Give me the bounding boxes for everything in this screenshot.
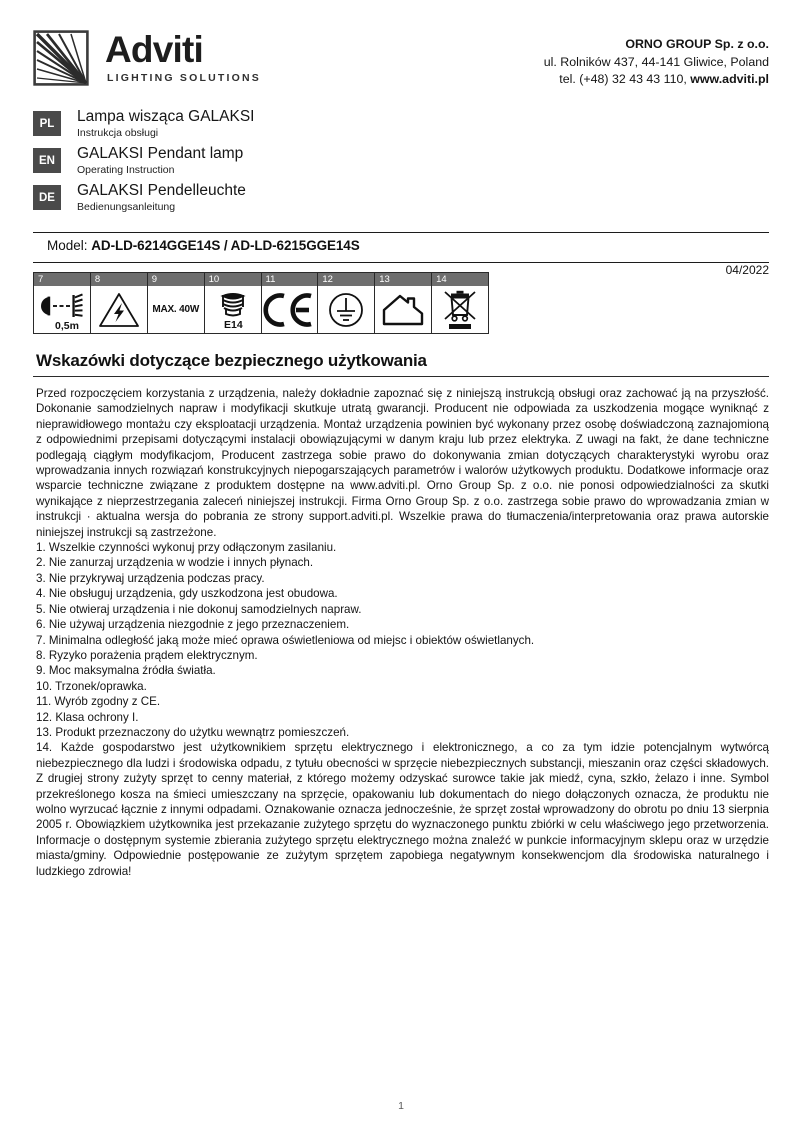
safety-item-11: 11. Wyrób zgodny z CE. xyxy=(36,695,161,709)
brand-name: Adviti xyxy=(105,29,203,70)
lamp-socket-icon xyxy=(211,288,255,332)
safety-item-13: 13. Produkt przeznaczony do użytku wewnątrz pomieszczeń. xyxy=(36,725,350,739)
language-badge-de: DE xyxy=(33,185,61,210)
protection-class-1-icon xyxy=(327,291,365,329)
symbol-table-header-row xyxy=(34,273,488,286)
min-distance-icon xyxy=(36,288,88,332)
symbol-cell-13 xyxy=(375,286,432,333)
symbol-number-11: 11 xyxy=(262,273,319,286)
safety-item-7: 7. Minimalna odległość jaką może mieć oprawa oświetleniowa od miejsc i obiektów oświetlanych. xyxy=(36,633,535,647)
safety-item-3: 3. Nie przykrywaj urządzenia podczas pracy. xyxy=(36,571,265,585)
company-contact-block xyxy=(544,36,769,89)
document-header xyxy=(33,30,769,96)
safety-numbered-list xyxy=(36,540,769,879)
model-rule-top xyxy=(33,232,769,233)
product-title-en: GALAKSI Pendant lamp xyxy=(77,145,244,162)
safety-item-5: 5. Nie otwieraj urządzenia i nie dokonuj samodzielnych napraw. xyxy=(36,602,362,616)
language-title-list xyxy=(33,110,453,221)
model-line xyxy=(47,238,360,253)
language-row-de xyxy=(33,184,453,215)
symbol-legend-table xyxy=(33,272,489,334)
safety-item-9: 9. Moc maksymalna źródła światła. xyxy=(36,664,216,678)
model-rule-bottom xyxy=(33,262,769,263)
company-name: ORNO GROUP Sp. z o.o. xyxy=(625,37,769,51)
model-value: AD-LD-6214GGE14S / AD-LD-6215GGE14S xyxy=(91,238,360,253)
symbol-number-10: 10 xyxy=(205,273,262,286)
safety-item-14: 14. Każde gospodarstwo jest użytkownikiem sprzętu elektrycznego i elektronicznego, a co za tym idzie potencjalnym wytwórcą niebezpiecznego dla ludzi i środowiska odpadu, z tytułu obecności w sprzęcie niebezpiecznych substancji, mieszanin oraz części składowych. Z drugiej strony zużyty sprzęt to cenny materiał, z którego możemy odzyskać surowce takie jak miedź, cyna, szkło, żelazo i inne. Symbol przekreślonego kosza na śmieci umieszczany na sprzęcie, opakowaniu lub dokumentach do niego dołączonych oznacza, że produktu nie wolno wyrzucać łącznie z innymi odpadami. Oznakowanie oznacza jednocześnie, że sprzęt został wprowadzony do obrotu po dniu 13 sierpnia 2005 r. Obowiązkiem użytkownika jest przekazanie zużytego sprzętu do wyznaczonego punktu zbiórki w celu właściwego jego przetworzenia. Informacje o dostępnym systemie zbierania zużytego sprzętu elektrycznego można znaleźć w punkcie informacyjnym sklepu oraz w urzędzie miasta/gminy. Odpowiednie postępowanie ze zużytym sprzętem zapobiega negatywnym konsekwencjom dla środowiska naturalnego i ludzkiego zdrowia! xyxy=(36,741,769,878)
product-title-pl: Lampa wisząca GALAKSI xyxy=(77,108,255,125)
symbol-cell-9 xyxy=(148,286,205,333)
brand-block xyxy=(33,30,261,86)
language-badge-pl: PL xyxy=(33,111,61,136)
language-badge-en: EN xyxy=(33,148,61,173)
document-subtitle-en: Operating Instruction xyxy=(77,164,175,176)
symbol-cell-10 xyxy=(205,286,262,333)
safety-item-6: 6. Nie używaj urządzenia niezgodnie z jego przeznaczeniem. xyxy=(36,618,350,632)
product-title-de: GALAKSI Pendelleuchte xyxy=(77,182,246,199)
company-phone: tel. (+48) 32 43 43 110, xyxy=(559,72,691,86)
symbol-number-13: 13 xyxy=(375,273,432,286)
electric-hazard-icon xyxy=(98,291,140,329)
safety-item-10: 10. Trzonek/oprawka. xyxy=(36,679,147,693)
safety-item-2: 2. Nie zanurzaj urządzenia w wodzie i innych płynach. xyxy=(36,556,314,570)
language-row-pl xyxy=(33,110,453,141)
symbol-cell-8 xyxy=(91,286,148,333)
svg-text:0,5m: 0,5m xyxy=(54,319,79,332)
symbol-cell-11 xyxy=(262,286,319,333)
safety-heading-rule xyxy=(33,376,769,377)
language-row-en xyxy=(33,147,453,178)
page-number: 1 xyxy=(398,1100,404,1112)
document-date: 04/2022 xyxy=(725,263,769,277)
document-subtitle-de: Bedienungsanleitung xyxy=(77,201,176,213)
symbol-number-9: 9 xyxy=(148,273,205,286)
safety-item-12: 12. Klasa ochrony I. xyxy=(36,710,139,724)
safety-item-4: 4. Nie obsługuj urządzenia, gdy uszkodzona jest obudowa. xyxy=(36,587,338,601)
brand-tagline: LIGHTING SOLUTIONS xyxy=(107,72,261,84)
safety-item-8: 8. Ryzyko porażenia prądem elektrycznym. xyxy=(36,648,258,662)
safety-section-heading: Wskazówki dotyczące bezpiecznego użytkowania xyxy=(36,351,427,370)
symbol-number-14: 14 xyxy=(432,273,488,286)
safety-body xyxy=(36,386,769,879)
symbol-number-12: 12 xyxy=(318,273,375,286)
document-subtitle-pl: Instrukcja obsługi xyxy=(77,127,159,139)
symbol-cell-12 xyxy=(318,286,375,333)
symbol-table-body-row xyxy=(34,286,488,333)
symbol-number-8: 8 xyxy=(91,273,148,286)
company-address: ul. Rolników 437, 44-141 Gliwice, Poland xyxy=(543,54,769,69)
svg-text:E14: E14 xyxy=(223,318,243,331)
brand-text xyxy=(105,31,261,84)
adviti-rays-logo-icon xyxy=(33,30,89,86)
symbol-cell-14 xyxy=(432,286,488,333)
safety-intro-paragraph: Przed rozpoczęciem korzystania z urządzenia, należy dokładnie zapoznać się z niniejszą instrukcją obsługi oraz zachować ją na przyszłość. Dokonanie samodzielnych napraw i modyfikacji skutkuje utratą gwarancji. Producent nie odpowiada za uszkodzenia mogące wyniknąć z nieprawidłowego montażu czy eksploatacji urządzenia. Montaż urządzenia powinien być wykonany przez osobę doświadczoną zaznajomioną z odpowiednimi przepisami dotyczącymi instalacji obowiązującymi w danym kraju lub przez elektryka. Z uwagi na fakt, że dane techniczne podlegają ciągłym modyfikacjom, Producent zastrzega sobie prawo do dokonywania zmian dotyczących charakterystyki wyrobu oraz wprowadzania innych rozwiązań konstrukcyjnych niepogarszających parametrów i walorów użytkowych produktu. Dodatkowe informacje oraz wsparcie techniczne związane z produktem dostępne na www.adviti.pl. Orno Group Sp. z o.o. nie ponosi odpowiedzialności za skutki wynikające z nieprzestrzegania zaleceń niniejszej instrukcji. Firma Orno Group Sp. z o.o. zastrzega sobie prawo do wprowadzania zmian w instrukcji · aktualna wersja do pobrania ze strony support.adviti.pl. Wszelkie prawa do tłumaczenia/interpretowania oraz prawa autorskie niniejszej instrukcji są zastrzeżone. xyxy=(36,387,769,539)
model-label: Model: xyxy=(47,238,92,253)
symbol-cell-7 xyxy=(34,286,91,333)
company-website: www.adviti.pl xyxy=(690,72,769,86)
indoor-use-icon xyxy=(380,293,426,327)
weee-crossed-bin-icon xyxy=(441,289,479,331)
max-power-text: MAX. 40W xyxy=(152,304,200,315)
symbol-number-7: 7 xyxy=(34,273,91,286)
ce-mark-icon xyxy=(263,293,315,327)
safety-item-1: 1. Wszelkie czynności wykonuj przy odłączonym zasilaniu. xyxy=(36,541,337,555)
